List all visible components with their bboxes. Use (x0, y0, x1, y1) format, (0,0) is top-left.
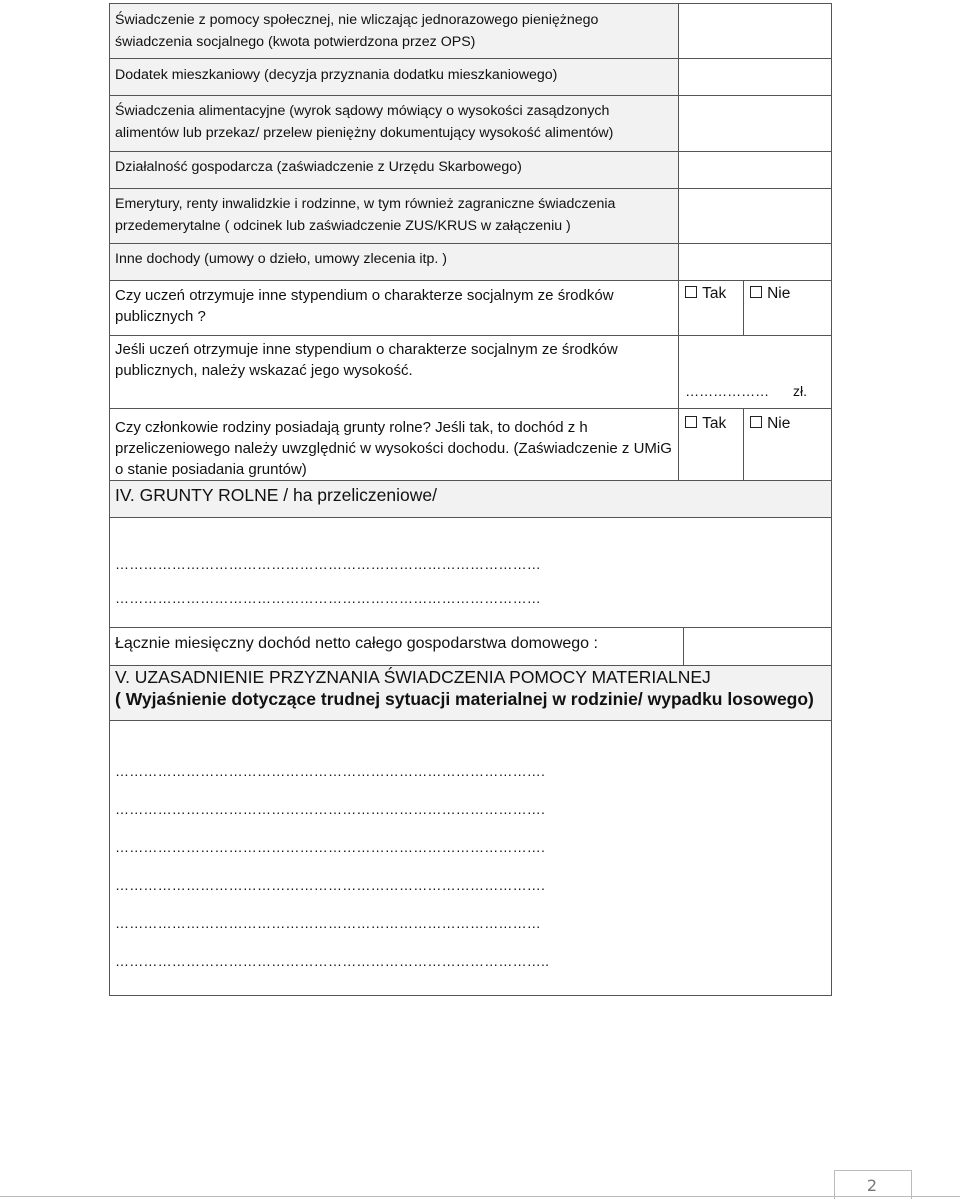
checkbox-icon[interactable] (685, 416, 697, 428)
scholarship-amount-field[interactable] (679, 336, 832, 409)
income-table (109, 3, 832, 481)
scholarship-amount-question: Jeśli uczeń otrzymuje inne stypendium o charakterze socjalnym ze środków publicznych, należy wskazać jego wysokość. (110, 336, 679, 409)
income-value-social-assistance[interactable] (679, 4, 832, 59)
dotted-line: ……………………………………………………………………………… (115, 915, 541, 931)
scholarship-yes-option[interactable]: Tak (679, 281, 744, 336)
page-number: 2 (866, 1176, 878, 1195)
land-yes-option[interactable]: Tak (679, 409, 744, 481)
checkbox-icon[interactable] (750, 416, 762, 428)
checkbox-icon[interactable] (685, 286, 697, 298)
income-row-alimony: Świadczenia alimentacyjne (wyrok sądowy mówiący o wysokości zasądzonych alimentów lub przekaz/ przelew pieniężny dokumentujący wysokość alimentów) (110, 96, 679, 152)
section-4-table (109, 480, 832, 666)
total-income-label: Łącznie miesięczny dochód netto całego gospodarstwa domowego : (110, 628, 684, 666)
scholarship-no-option[interactable]: Nie (744, 281, 832, 336)
total-income-value[interactable] (684, 628, 832, 666)
income-value-pensions[interactable] (679, 189, 832, 244)
income-row-social-assistance: Świadczenie z pomocy społecznej, nie wliczając jednorazowego pieniężnego świadczenia socjalnego (kwota potwierdzona przez OPS) (110, 4, 679, 59)
section-5-header (110, 666, 832, 721)
checkbox-icon[interactable] (750, 286, 762, 298)
dotted-line: ………………………………………………………………………………. (115, 877, 546, 893)
income-value-business[interactable] (679, 152, 832, 189)
dotted-line: ……………………………………………………………………………… (115, 590, 541, 606)
footer-divider (0, 1196, 960, 1197)
land-no-option[interactable]: Nie (744, 409, 832, 481)
justification-field[interactable] (110, 721, 832, 996)
dotted-line: ………………………………………………………………………………. (115, 839, 546, 855)
scholarship-question: Czy uczeń otrzymuje inne stypendium o charakterze socjalnym ze środków publicznych ? (110, 281, 679, 336)
amount-dots: ……………… (685, 383, 770, 399)
dotted-line: ……………………………………………………………………………….. (115, 953, 550, 969)
dotted-line: ………………………………………………………………………………. (115, 801, 546, 817)
amount-unit: zł. (793, 383, 807, 399)
section-5-title: V. UZASADNIENIE PRZYZNANIA ŚWIADCZENIA POMOCY MATERIALNEJ (115, 667, 711, 687)
income-row-housing-allowance: Dodatek mieszkaniowy (decyzja przyznania dodatku mieszkaniowego) (110, 59, 679, 96)
income-row-business: Działalność gospodarcza (zaświadczenie z Urzędu Skarbowego) (110, 152, 679, 189)
section-5-subtitle: ( Wyjaśnienie dotyczące trudnej sytuacji materialnej w rodzinie/ wypadku losowego) (115, 689, 814, 709)
section-4-title: IV. GRUNTY ROLNE / ha przeliczeniowe/ (110, 481, 832, 518)
land-area-field[interactable] (110, 518, 832, 628)
income-value-housing-allowance[interactable] (679, 59, 832, 96)
section-5-table (109, 665, 832, 996)
dotted-line: ……………………………………………………………………………… (115, 556, 541, 572)
income-value-other[interactable] (679, 244, 832, 281)
dotted-line: ………………………………………………………………………………. (115, 763, 546, 779)
income-row-pensions: Emerytury, renty inwalidzkie i rodzinne, w tym również zagraniczne świadczenia przedemerytalne ( odcinek lub zaświadczenie ZUS/KRUS w załączeniu ) (110, 189, 679, 244)
land-question: Czy członkowie rodziny posiadają grunty rolne? Jeśli tak, to dochód z h przeliczeniowego należy uwzględnić w wysokości dochodu. (Zaświadczenie z UMiG o stanie posiadania gruntów) (110, 409, 679, 481)
income-value-alimony[interactable] (679, 96, 832, 152)
income-row-other: Inne dochody (umowy o dzieło, umowy zlecenia itp. ) (110, 244, 679, 281)
